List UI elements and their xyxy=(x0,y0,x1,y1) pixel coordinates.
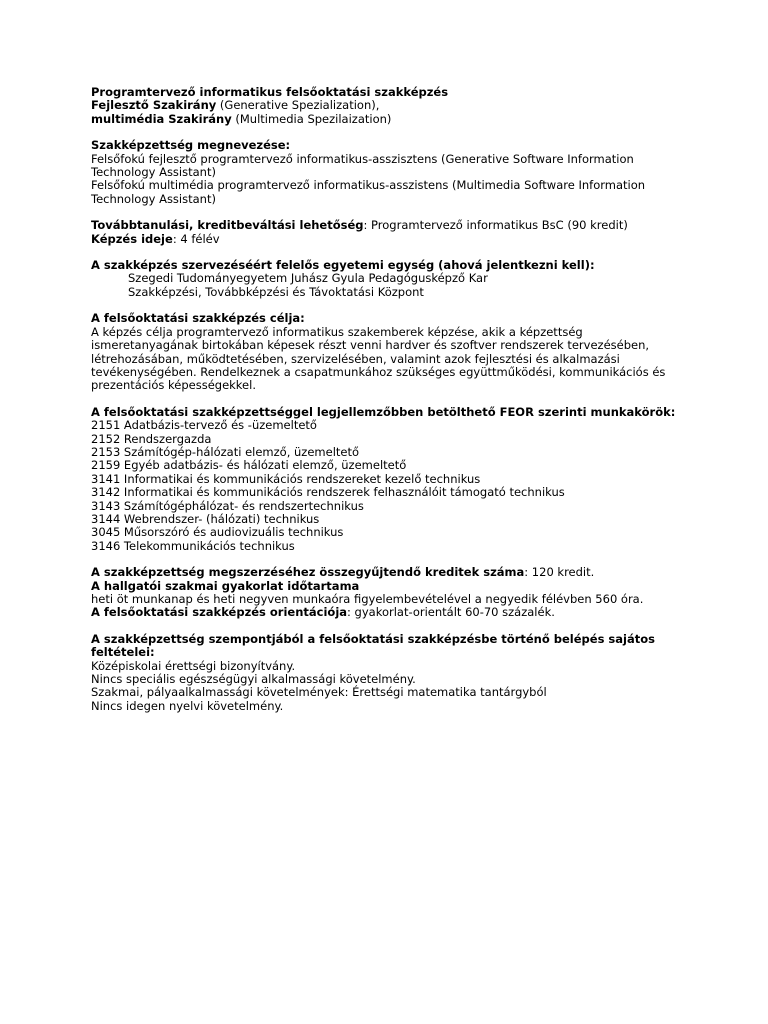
feor-heading: A felsőoktatási szakképzettséggel legjellemzőbben betölthető FEOR szerinti munkakörök: xyxy=(91,404,676,419)
unit-line-1: Szegedi Tudományegyetem Juhász Gyula Pedagógusképző Kar xyxy=(128,271,488,286)
document-title: Programtervező informatikus felsőoktatási szakképzés xyxy=(91,85,449,99)
entry-heading: A szakképzettség szempontjából a felsőoktatási szakképzésbe történő belépés sajátos feltételei: xyxy=(91,631,655,660)
entry-section xyxy=(91,633,691,713)
credits-section xyxy=(91,566,691,620)
duration-value: : 4 félév xyxy=(172,231,220,246)
unit-line-2: Szakképzési, Továbbképzési és Távoktatási Központ xyxy=(128,284,424,299)
dev-specialization-note: (Generative Spezialization), xyxy=(216,98,380,113)
entry-item: Szakmai, pályaalkalmassági követelmények: Érettségi matematika tantárgyból xyxy=(91,685,547,700)
further-study-section xyxy=(91,219,691,246)
qualification-section xyxy=(91,139,691,206)
feor-item: 2152 Rendszergazda xyxy=(91,431,212,446)
entry-item: Nincs idegen nyelvi követelmény. xyxy=(91,698,284,713)
dev-specialization-label: Fejlesztő Szakirány xyxy=(91,98,217,113)
document-page xyxy=(91,86,691,726)
goal-text: A képzés célja programtervező informatikus szakemberek képzése, akik a képzettség ismeretanyagának birtokában képesek részt venni hardver és szoftver rendszerek tervezésében, létrehozásában, működtetésében, szervizelésében, valamint azok fejlesztési és alkalmazási tevékenységében. Rendelkeznek a csapatmunkához szükséges együttműködési, kommunikációs és prezentációs képességekkel. xyxy=(91,324,666,393)
further-study-label: Továbbtanulási, kreditbeváltási lehetőség xyxy=(91,218,364,233)
feor-item: 3143 Számítógéphálózat- és rendszertechnikus xyxy=(91,498,364,513)
unit-section xyxy=(91,259,691,299)
feor-item: 2159 Egyéb adatbázis- és hálózati elemző, üzemeltető xyxy=(91,458,407,473)
credits-value: : 120 kredit. xyxy=(524,565,595,580)
mm-specialization-note: (Multimedia Spezilaization) xyxy=(231,111,392,126)
qualification-line-1: Felsőfokú fejlesztő programtervező informatikus-asszisztens (Generative Software Information Technology Assistant) xyxy=(91,151,634,180)
qualification-line-2: Felsőfokú multimédia programtervező informatikus-asszistens (Multimedia Software Information Technology Assistant) xyxy=(91,178,646,206)
orientation-label: A felsőoktatási szakképzés orientációja xyxy=(91,605,348,620)
entry-item: Nincs speciális egészségügyi alkalmassági követelmény. xyxy=(91,672,416,687)
entry-item: Középiskolai érettségi bizonyítvány. xyxy=(91,658,296,673)
feor-item: 3141 Informatikai és kommunikációs rendszereket kezelő technikus xyxy=(91,471,481,486)
mm-specialization-label: multimédia Szakirány xyxy=(91,111,232,126)
feor-item: 2151 Adatbázis-tervező és -üzemeltető xyxy=(91,418,317,433)
feor-item: 3146 Telekommunikációs technikus xyxy=(91,538,295,553)
practice-label: A hallgatói szakmai gyakorlat időtartama xyxy=(91,578,360,593)
qualification-heading: Szakképzettség megnevezése: xyxy=(91,138,291,153)
goal-heading: A felsőoktatási szakképzés célja: xyxy=(91,311,305,326)
orientation-value: : gyakorlat-orientált 60-70 százalék. xyxy=(347,605,555,620)
feor-item: 2153 Számítógép-hálózati elemző, üzemeltető xyxy=(91,444,360,459)
credits-label: A szakképzettség megszerzéséhez összegyűjtendő kreditek száma xyxy=(91,565,525,580)
practice-text: heti öt munkanap és heti negyven munkaóra figyelembevételével a negyedik félévben 560 óra. xyxy=(91,592,644,606)
feor-item: 3045 Műsorszóró és audiovizuális technikus xyxy=(91,525,344,540)
feor-item: 3142 Informatikai és kommunikációs rendszerek felhasználóit támogató technikus xyxy=(91,485,565,500)
header-section xyxy=(91,86,691,126)
goal-section xyxy=(91,312,691,392)
duration-label: Képzés ideje xyxy=(91,231,173,246)
feor-section xyxy=(91,406,691,553)
further-study-value: : Programtervező informatikus BsC (90 kredit) xyxy=(363,218,628,233)
feor-item: 3144 Webrendszer- (hálózati) technikus xyxy=(91,511,320,526)
unit-heading: A szakképzés szervezéséért felelős egyetemi egység (ahová jelentkezni kell): xyxy=(91,258,595,273)
